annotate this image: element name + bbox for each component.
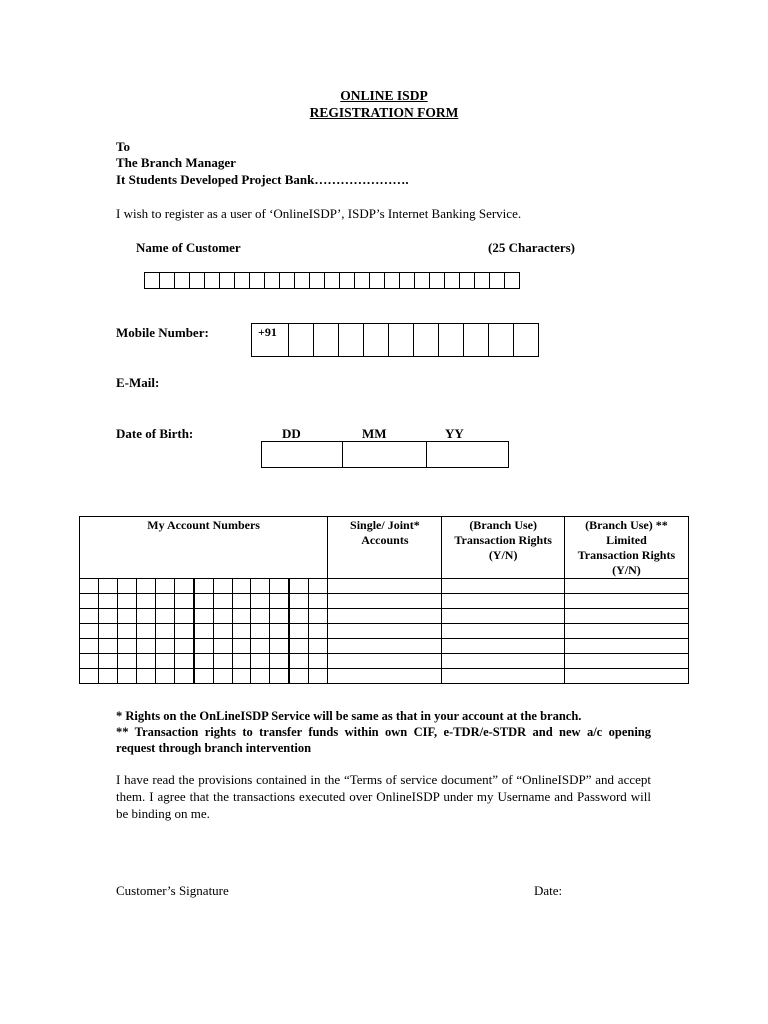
mobile-digit-box[interactable]	[513, 323, 539, 357]
single-joint-cell[interactable]	[328, 624, 442, 639]
limited-rights-cell[interactable]	[564, 594, 688, 609]
account-digit-box[interactable]	[195, 654, 214, 668]
account-digit-box[interactable]	[80, 654, 99, 668]
transaction-rights-cell[interactable]	[442, 609, 564, 624]
mobile-label: Mobile Number:	[116, 325, 209, 340]
account-digit-box[interactable]	[214, 609, 233, 623]
mobile-digit-box[interactable]	[288, 323, 314, 357]
account-digit-box[interactable]	[309, 669, 327, 683]
account-digit-box[interactable]	[118, 579, 137, 593]
account-digit-box[interactable]	[290, 654, 309, 668]
account-digit-box[interactable]	[175, 609, 195, 623]
account-digit-box[interactable]	[137, 609, 156, 623]
name-char-box[interactable]	[354, 272, 370, 289]
account-digit-box[interactable]	[290, 594, 309, 608]
name-char-box[interactable]	[504, 272, 520, 289]
account-digit-box[interactable]	[309, 594, 327, 608]
name-char-box[interactable]	[399, 272, 415, 289]
account-digit-box[interactable]	[233, 579, 252, 593]
account-digit-box[interactable]	[175, 579, 195, 593]
account-digit-box[interactable]	[195, 594, 214, 608]
dob-mm-label: MM	[362, 426, 387, 441]
account-digit-box[interactable]	[99, 654, 118, 668]
account-digit-box[interactable]	[156, 639, 175, 653]
account-digit-box[interactable]	[290, 624, 309, 638]
dob-yy-label: YY	[445, 426, 464, 441]
single-joint-cell[interactable]	[328, 609, 442, 624]
account-digit-box[interactable]	[137, 594, 156, 608]
name-char-box[interactable]	[444, 272, 460, 289]
account-number-cell[interactable]	[80, 609, 328, 624]
account-number-cell[interactable]	[80, 624, 328, 639]
account-digit-box[interactable]	[233, 624, 252, 638]
table-row	[80, 639, 689, 654]
account-digit-box[interactable]	[137, 579, 156, 593]
account-digit-box[interactable]	[156, 594, 175, 608]
form-title-line2: REGISTRATION FORM	[309, 105, 459, 120]
account-digit-box[interactable]	[251, 624, 270, 638]
declaration-text: I have read the provisions contained in the “Terms of service document” of “OnlineISDP” and accept them. I agree that the transactions executed over OnlineISDP under my Username and Password will be binding on me.	[116, 772, 651, 821]
transaction-rights-cell[interactable]	[442, 579, 564, 594]
name-char-box[interactable]	[474, 272, 490, 289]
account-digit-box[interactable]	[270, 609, 290, 623]
account-digit-box[interactable]	[290, 669, 309, 683]
account-digit-box[interactable]	[118, 669, 137, 683]
account-digit-box[interactable]	[214, 624, 233, 638]
account-digit-box[interactable]	[233, 594, 252, 608]
col-header-transaction-rights: (Branch Use) Transaction Rights (Y/N)	[442, 517, 564, 579]
account-digit-box[interactable]	[290, 579, 309, 593]
account-digit-box[interactable]	[195, 609, 214, 623]
table-row	[80, 654, 689, 669]
table-row	[80, 609, 689, 624]
name-char-box[interactable]	[204, 272, 220, 289]
account-digit-box[interactable]	[251, 639, 270, 653]
name-char-box[interactable]	[459, 272, 475, 289]
mobile-input-boxes[interactable]	[251, 323, 539, 357]
account-digit-box[interactable]	[80, 594, 99, 608]
account-digit-box[interactable]	[80, 624, 99, 638]
transaction-rights-cell[interactable]	[442, 624, 564, 639]
mobile-digit-box[interactable]	[463, 323, 489, 357]
table-row	[80, 624, 689, 639]
account-digit-box[interactable]	[309, 654, 327, 668]
account-digit-box[interactable]	[270, 669, 290, 683]
transaction-rights-cell[interactable]	[442, 594, 564, 609]
dob-label: Date of Birth:	[116, 426, 194, 441]
account-digit-box[interactable]	[156, 669, 175, 683]
account-digit-box[interactable]	[175, 624, 195, 638]
account-digit-box[interactable]	[290, 609, 309, 623]
mobile-digit-box[interactable]	[363, 323, 389, 357]
account-digit-box[interactable]	[156, 579, 175, 593]
name-char-box[interactable]	[339, 272, 355, 289]
account-digit-box[interactable]	[137, 669, 156, 683]
name-char-box[interactable]	[159, 272, 175, 289]
account-digit-box[interactable]	[270, 579, 290, 593]
single-joint-cell[interactable]	[328, 669, 442, 684]
account-digit-box[interactable]	[99, 639, 118, 653]
mobile-digit-box[interactable]	[488, 323, 514, 357]
account-digit-box[interactable]	[214, 639, 233, 653]
single-joint-cell[interactable]	[328, 654, 442, 669]
account-digit-box[interactable]	[99, 609, 118, 623]
account-digit-box[interactable]	[309, 624, 327, 638]
account-digit-box[interactable]	[156, 609, 175, 623]
limited-rights-cell[interactable]	[564, 654, 688, 669]
account-digit-box[interactable]	[195, 624, 214, 638]
intro-text: I wish to register as a user of ‘OnlineISDP’, ISDP’s Internet Banking Service.	[116, 206, 522, 221]
address-manager: The Branch Manager	[116, 155, 236, 170]
address-to: To	[116, 139, 130, 154]
address-bank: It Students Developed Project Bank………………….	[116, 172, 409, 187]
account-digit-box[interactable]	[233, 654, 252, 668]
name-char-box[interactable]	[219, 272, 235, 289]
col-header-single-joint: Single/ Joint* Accounts	[328, 517, 442, 579]
table-row	[80, 669, 689, 684]
single-joint-cell[interactable]	[328, 639, 442, 654]
note-rights: * Rights on the OnLineISDP Service will be same as that in your account at the branch.	[116, 709, 582, 723]
account-number-cell[interactable]	[80, 639, 328, 654]
name-char-box[interactable]	[294, 272, 310, 289]
account-digit-box[interactable]	[214, 594, 233, 608]
account-digit-box[interactable]	[99, 669, 118, 683]
table-row	[80, 579, 689, 594]
account-digit-box[interactable]	[118, 624, 137, 638]
account-digit-box[interactable]	[99, 624, 118, 638]
limited-rights-cell[interactable]	[564, 579, 688, 594]
account-number-cell[interactable]	[80, 669, 328, 684]
name-char-box[interactable]	[324, 272, 340, 289]
account-digit-box[interactable]	[80, 669, 99, 683]
account-digit-box[interactable]	[175, 654, 195, 668]
account-digit-box[interactable]	[137, 654, 156, 668]
name-char-box[interactable]	[309, 272, 325, 289]
limited-rights-cell[interactable]	[564, 639, 688, 654]
name-char-box[interactable]	[279, 272, 295, 289]
transaction-rights-cell[interactable]	[442, 639, 564, 654]
name-label: Name of Customer	[136, 240, 241, 255]
account-digit-box[interactable]	[309, 639, 327, 653]
account-digit-box[interactable]	[214, 579, 233, 593]
transaction-rights-cell[interactable]	[442, 654, 564, 669]
table-row	[80, 594, 689, 609]
name-char-box[interactable]	[429, 272, 445, 289]
account-digit-box[interactable]	[80, 609, 99, 623]
account-number-cell[interactable]	[80, 654, 328, 669]
account-digit-box[interactable]	[195, 669, 214, 683]
name-char-box[interactable]	[174, 272, 190, 289]
single-joint-cell[interactable]	[328, 579, 442, 594]
account-digit-box[interactable]	[309, 609, 327, 623]
name-char-box[interactable]	[144, 272, 160, 289]
mobile-prefix: +91	[251, 323, 289, 357]
accounts-table	[79, 516, 689, 684]
account-number-cell[interactable]	[80, 594, 328, 609]
account-digit-box[interactable]	[251, 654, 270, 668]
limited-rights-cell[interactable]	[564, 609, 688, 624]
account-digit-box[interactable]	[214, 654, 233, 668]
name-char-box[interactable]	[249, 272, 265, 289]
account-digit-box[interactable]	[118, 609, 137, 623]
limited-rights-cell[interactable]	[564, 669, 688, 684]
email-label: E-Mail:	[116, 375, 160, 390]
account-digit-box[interactable]	[156, 624, 175, 638]
dob-input-boxes[interactable]	[261, 441, 509, 468]
account-digit-box[interactable]	[195, 579, 214, 593]
dob-dd-box[interactable]	[261, 441, 343, 468]
col-header-limited-rights: (Branch Use) ** Limited Transaction Rights (Y/N)	[564, 517, 688, 579]
account-digit-box[interactable]	[137, 624, 156, 638]
account-digit-box[interactable]	[118, 639, 137, 653]
form-title-line1: ONLINE ISDP	[340, 88, 428, 103]
name-char-box[interactable]	[414, 272, 430, 289]
mobile-digit-box[interactable]	[388, 323, 414, 357]
account-digit-box[interactable]	[137, 639, 156, 653]
account-digit-box[interactable]	[175, 639, 195, 653]
dob-mm-box[interactable]	[342, 441, 427, 468]
account-digit-box[interactable]	[80, 639, 99, 653]
mobile-digit-box[interactable]	[338, 323, 364, 357]
account-digit-box[interactable]	[233, 669, 252, 683]
account-digit-box[interactable]	[233, 609, 252, 623]
name-char-limit: (25 Characters)	[488, 240, 575, 255]
note-transaction-rights: ** Transaction rights to transfer funds within own CIF, e-TDR/e-STDR and new a/c opening request through branch intervention	[116, 725, 651, 755]
name-char-box[interactable]	[369, 272, 385, 289]
account-digit-box[interactable]	[118, 654, 137, 668]
account-digit-box[interactable]	[270, 639, 290, 653]
customer-signature-label: Customer’s Signature	[116, 883, 229, 898]
date-label: Date:	[534, 883, 563, 898]
account-digit-box[interactable]	[214, 669, 233, 683]
account-digit-box[interactable]	[99, 594, 118, 608]
name-input-boxes[interactable]	[144, 272, 520, 289]
account-digit-box[interactable]	[99, 579, 118, 593]
account-digit-box[interactable]	[270, 594, 290, 608]
name-char-box[interactable]	[384, 272, 400, 289]
account-digit-box[interactable]	[175, 669, 195, 683]
limited-rights-cell[interactable]	[564, 624, 688, 639]
name-char-box[interactable]	[489, 272, 505, 289]
dob-dd-label: DD	[282, 426, 301, 441]
account-digit-box[interactable]	[118, 594, 137, 608]
dob-yy-box[interactable]	[426, 441, 509, 468]
account-digit-box[interactable]	[290, 639, 309, 653]
account-digit-box[interactable]	[270, 654, 290, 668]
name-char-box[interactable]	[234, 272, 250, 289]
name-char-box[interactable]	[264, 272, 280, 289]
account-digit-box[interactable]	[156, 654, 175, 668]
account-digit-box[interactable]	[309, 579, 327, 593]
account-digit-box[interactable]	[175, 594, 195, 608]
account-digit-box[interactable]	[251, 669, 270, 683]
col-header-account-numbers: My Account Numbers	[80, 517, 328, 579]
account-digit-box[interactable]	[195, 639, 214, 653]
mobile-digit-box[interactable]	[413, 323, 439, 357]
account-digit-box[interactable]	[80, 579, 99, 593]
name-char-box[interactable]	[189, 272, 205, 289]
account-number-cell[interactable]	[80, 579, 328, 594]
account-digit-box[interactable]	[270, 624, 290, 638]
account-digit-box[interactable]	[251, 594, 270, 608]
mobile-digit-box[interactable]	[313, 323, 339, 357]
transaction-rights-cell[interactable]	[442, 669, 564, 684]
account-digit-box[interactable]	[233, 639, 252, 653]
account-digit-box[interactable]	[251, 579, 270, 593]
single-joint-cell[interactable]	[328, 594, 442, 609]
mobile-digit-box[interactable]	[438, 323, 464, 357]
account-digit-box[interactable]	[251, 609, 270, 623]
